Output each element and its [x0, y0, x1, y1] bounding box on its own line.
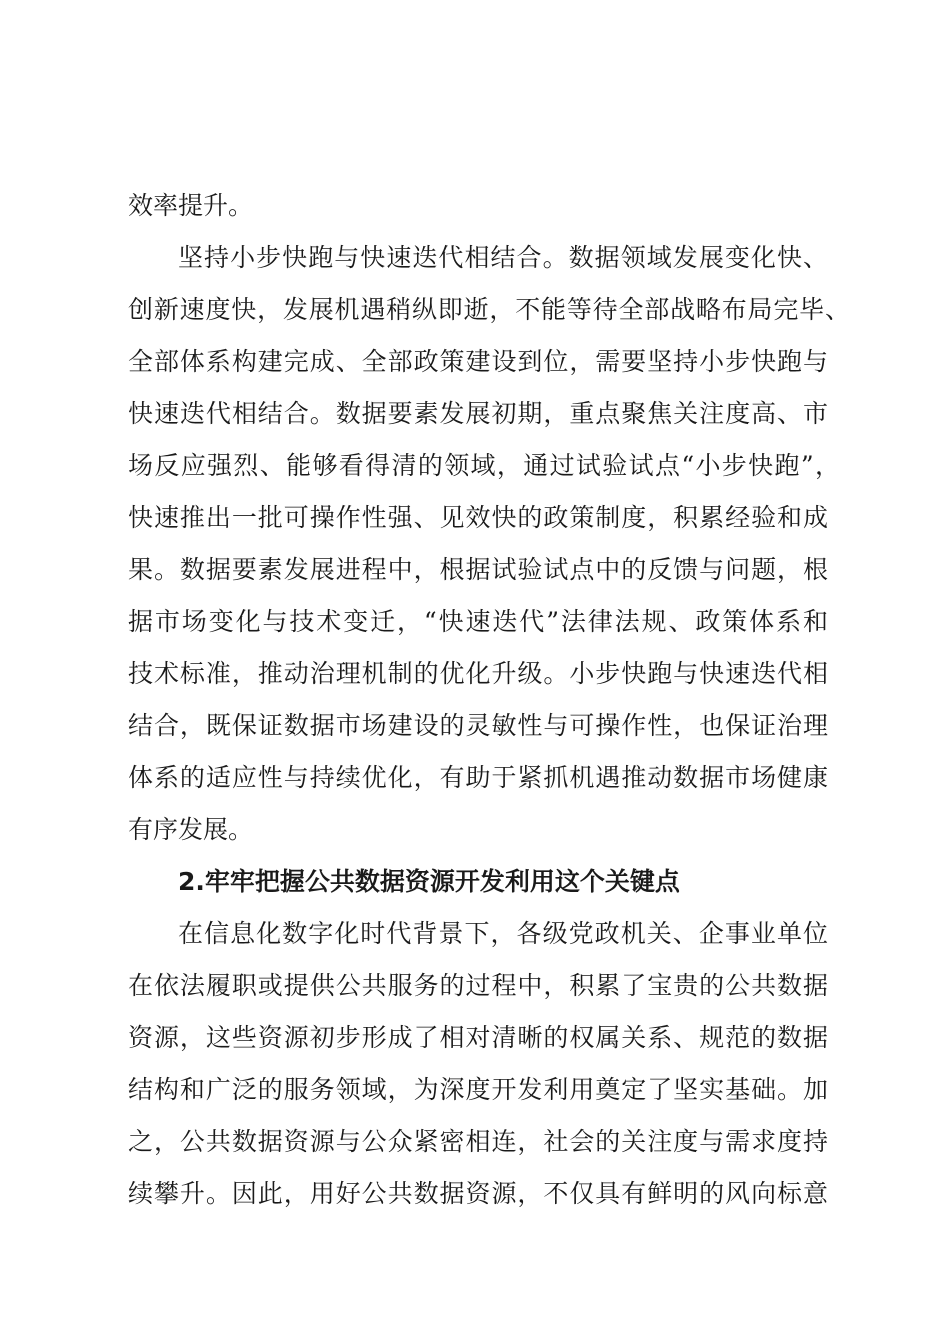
paragraph-text: 效率提升。	[128, 191, 254, 220]
text-line	[0, 544, 950, 596]
paragraph-text: 资源，这些资源初步形成了相对清晰的权属关系、规范的数据	[128, 1023, 828, 1052]
text-line	[0, 804, 950, 856]
text-line	[0, 284, 950, 336]
text-line	[0, 1064, 950, 1116]
paragraph-text: 体系的适应性与持续优化，有助于紧抓机遇推动数据市场健康	[128, 763, 828, 792]
paragraph-text: 坚持小步快跑与快速迭代相结合。数据领域发展变化快、	[178, 243, 828, 272]
paragraph-text: 在信息化数字化时代背景下，各级党政机关、企事业单位	[178, 919, 828, 948]
text-line	[0, 1012, 950, 1064]
text-line	[0, 960, 950, 1012]
paragraph-text: 据市场变化与技术变迁，“快速迭代”法律法规、政策体系和	[128, 607, 828, 636]
text-line	[0, 440, 950, 492]
paragraph-text: 结合，既保证数据市场建设的灵敏性与可操作性，也保证治理	[128, 711, 828, 740]
paragraph-text: 续攀升。因此，用好公共数据资源，不仅具有鲜明的风向标意	[128, 1179, 828, 1208]
paragraph-text: 快速迭代相结合。数据要素发展初期，重点聚焦关注度高、市	[128, 399, 828, 428]
paragraph-text: 创新速度快，发展机遇稍纵即逝，不能等待全部战略布局完毕、	[128, 295, 850, 324]
paragraph-text: 场反应强烈、能够看得清的领域，通过试验试点“小步快跑”，	[128, 451, 840, 480]
section-heading-line	[0, 856, 950, 908]
paragraph-text: 果。数据要素发展进程中，根据试验试点中的反馈与问题，根	[128, 555, 828, 584]
text-line	[0, 648, 950, 700]
paragraph-text: 有序发展。	[128, 815, 254, 844]
paragraph-text: 结构和广泛的服务领域，为深度开发利用奠定了坚实基础。加	[128, 1075, 828, 1104]
text-line	[0, 700, 950, 752]
section-heading: 2.牢牢把握公共数据资源开发利用这个关键点	[178, 867, 680, 896]
text-line	[0, 908, 950, 960]
text-line	[0, 492, 950, 544]
paragraph-text: 快速推出一批可操作性强、见效快的政策制度，积累经验和成	[128, 503, 828, 532]
text-line	[0, 752, 950, 804]
paragraph-text: 全部体系构建完成、全部政策建设到位，需要坚持小步快跑与	[128, 347, 828, 376]
text-line	[0, 180, 950, 232]
text-line	[0, 596, 950, 648]
text-line	[0, 232, 950, 284]
text-line	[0, 1116, 950, 1168]
text-line	[0, 336, 950, 388]
text-line	[0, 1168, 950, 1220]
paragraph-text: 技术标准，推动治理机制的优化升级。小步快跑与快速迭代相	[128, 659, 828, 688]
paragraph-text: 之，公共数据资源与公众紧密相连，社会的关注度与需求度持	[128, 1127, 828, 1156]
text-line	[0, 388, 950, 440]
paragraph-text: 在依法履职或提供公共服务的过程中，积累了宝贵的公共数据	[128, 971, 828, 1000]
